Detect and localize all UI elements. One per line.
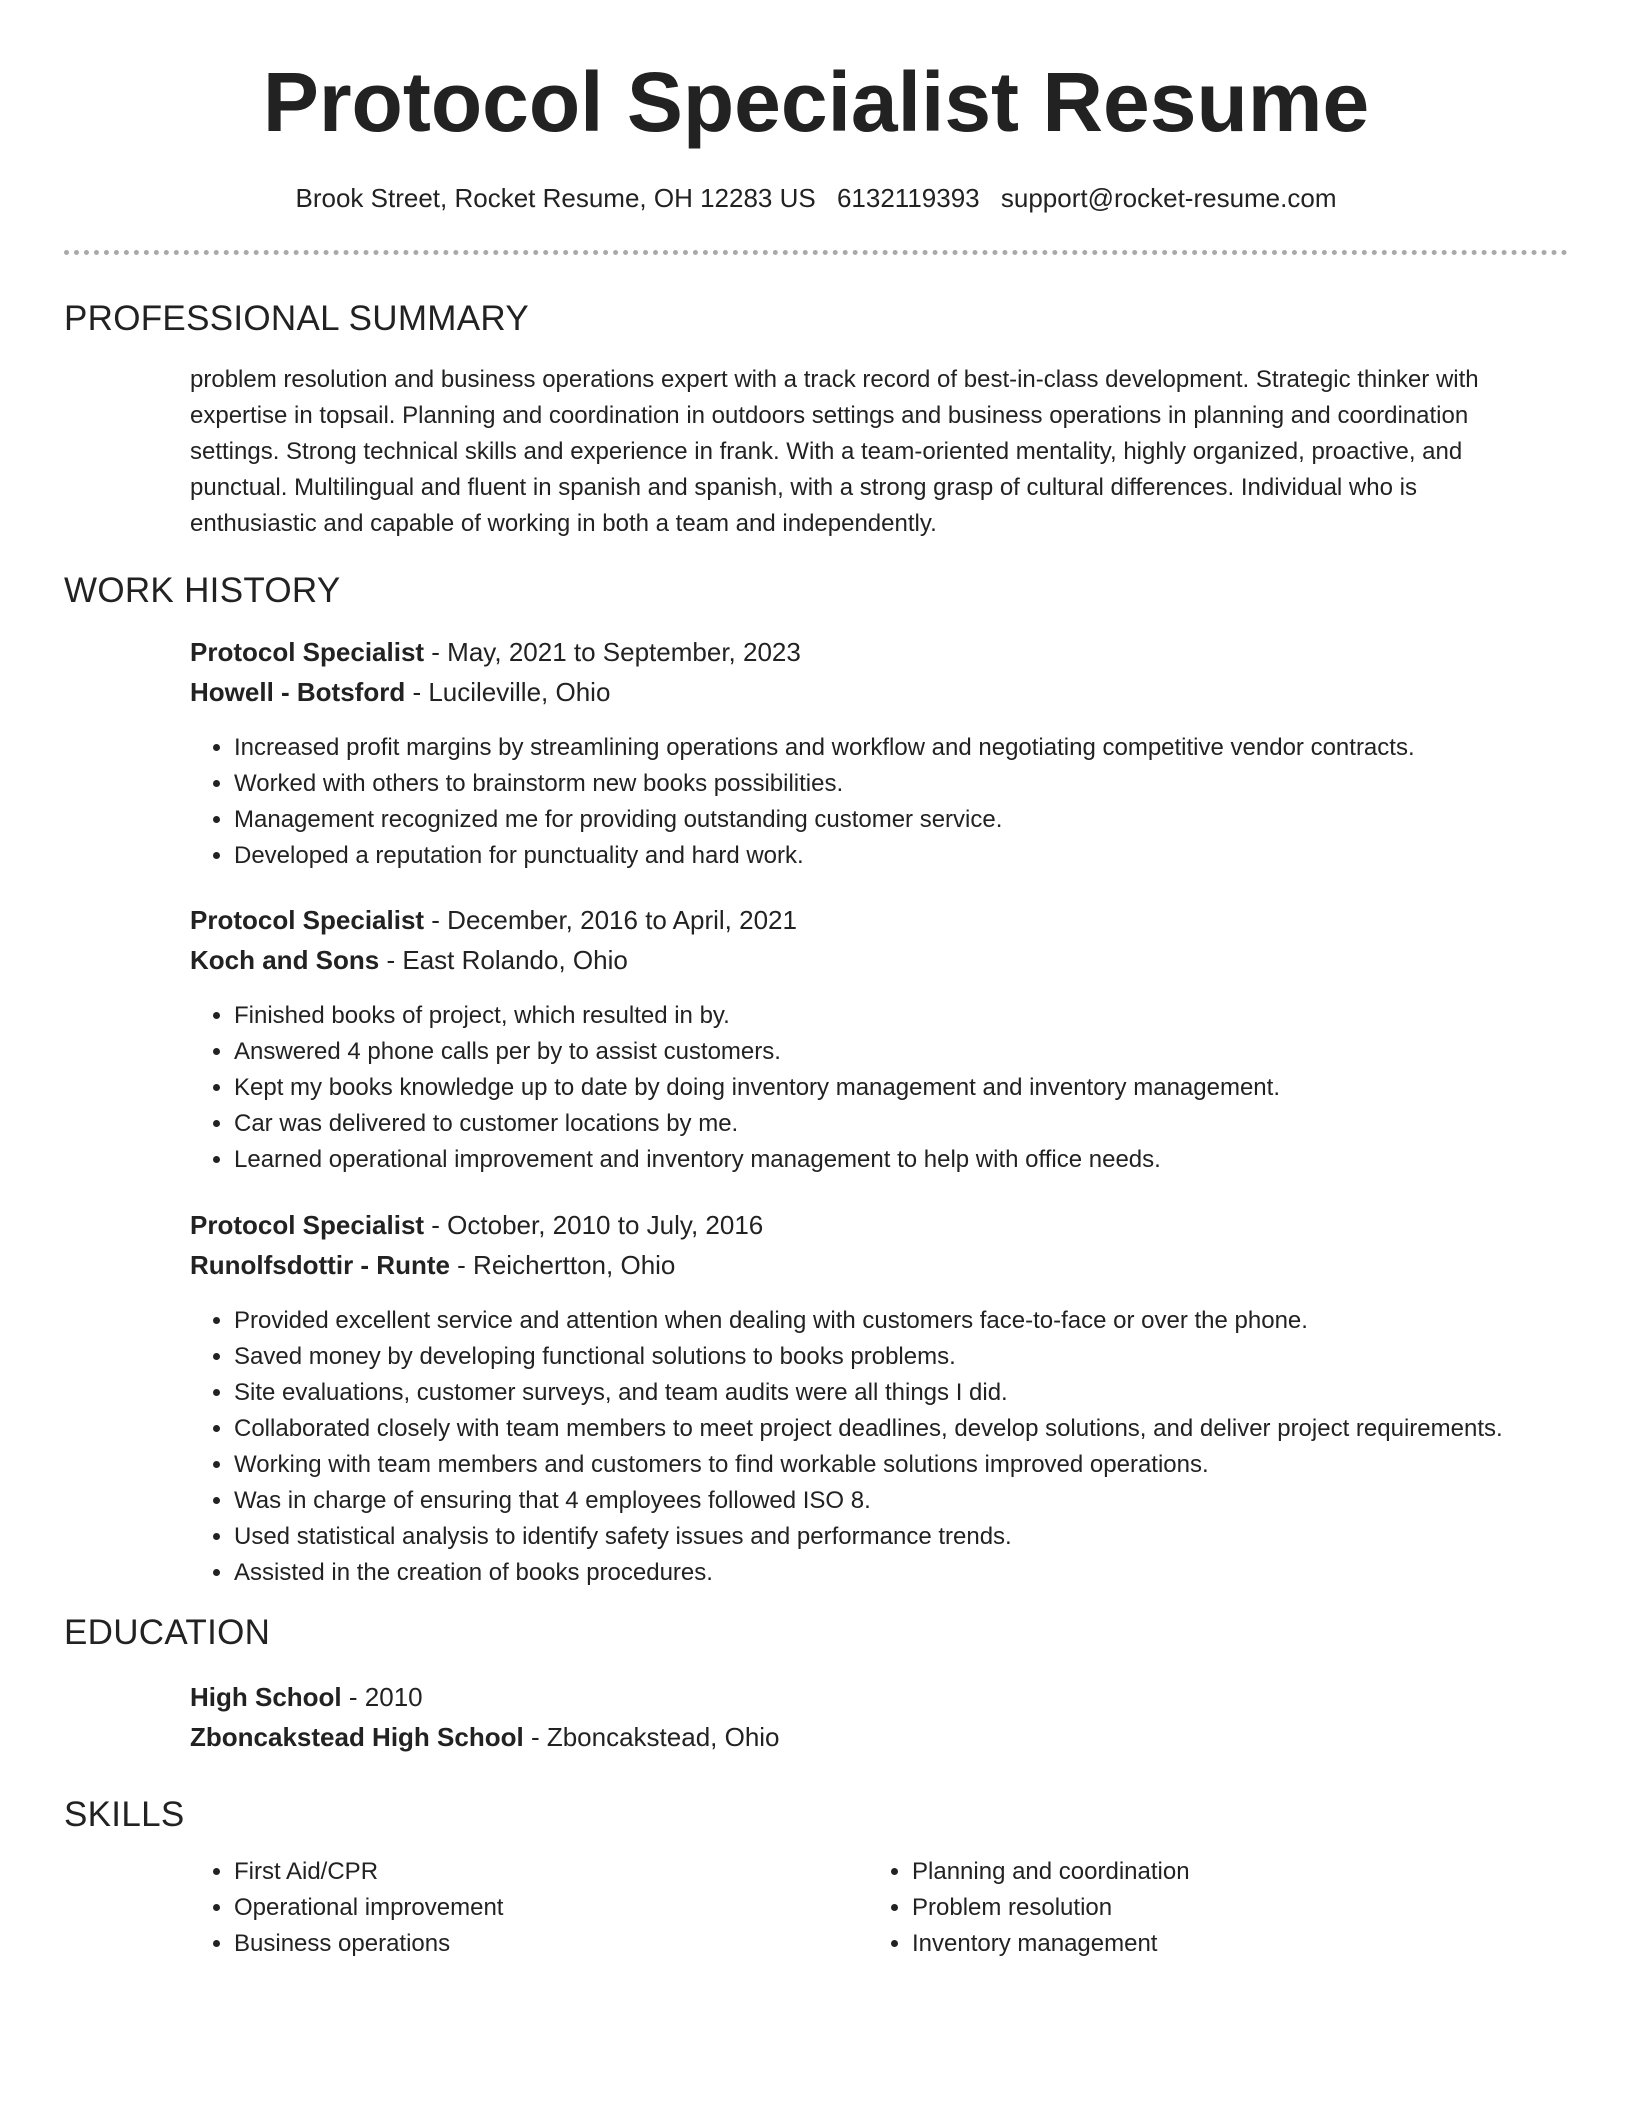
education-degree-line [190,1677,1570,1717]
list-item: • Business operations [234,1926,914,1962]
job-dates: - December, 2016 to April, 2021 [424,905,797,935]
page-title: Protocol Specialist Resume [262,55,1370,149]
list-item: • Worked with others to brainstorm new books possibilities. [234,766,1614,802]
education-school: Zboncakstead High School [190,1722,524,1752]
list-item: • Kept my books knowledge up to date by doing inventory management and inventory management. [234,1070,1614,1106]
job-entry [190,1205,1570,1285]
list-item: • Working with team members and customers to find workable solutions improved operations. [234,1447,1614,1483]
list-item: • Problem resolution [912,1890,1592,1926]
education-year: - 2010 [341,1682,423,1712]
job-title: Protocol Specialist [190,905,425,935]
list-item: • Used statistical analysis to identify safety issues and performance trends. [234,1519,1614,1555]
list-item: • Increased profit margins by streamlining operations and workflow and negotiating competitive vendor contracts. [234,730,1614,766]
job-company: Koch and Sons [190,945,380,975]
job-location: - East Rolando, Ohio [379,945,628,975]
section-heading-skills: SKILLS [64,1795,185,1834]
job-title: Protocol Specialist [190,1210,425,1240]
section-heading-education: EDUCATION [64,1613,271,1652]
job-company-line [190,940,1570,980]
contact-email: support@rocket-resume.com [1000,183,1337,213]
list-item: • Answered 4 phone calls per by to assist customers. [234,1034,1614,1070]
section-heading-summary: PROFESSIONAL SUMMARY [64,299,529,338]
job-company: Howell - Botsford [190,677,406,707]
job-dates: - October, 2010 to July, 2016 [424,1210,764,1240]
job-bullets [190,998,1614,1178]
job-bullets [190,1303,1614,1591]
contact-phone: 6132119393 [836,183,980,213]
list-item: • Management recognized me for providing outstanding customer service. [234,802,1614,838]
list-item: • Car was delivered to customer locations by me. [234,1106,1614,1142]
list-item: • Provided excellent service and attention when dealing with customers face-to-face or over the phone. [234,1303,1614,1339]
list-item: • Developed a reputation for punctuality and hard work. [234,838,1614,874]
list-item: • Collaborated closely with team members to meet project deadlines, develop solutions, and deliver project requirements. [234,1411,1614,1447]
job-company-line [190,672,1570,712]
list-item: • Operational improvement [234,1890,914,1926]
job-dates: - May, 2021 to September, 2023 [424,637,801,667]
list-item: • Finished books of project, which resulted in by. [234,998,1614,1034]
job-location: - Lucileville, Ohio [405,677,611,707]
section-heading-work-history: WORK HISTORY [64,571,341,610]
contact-line [0,180,1632,216]
list-item: • Planning and coordination [912,1854,1592,1890]
job-company-line [190,1245,1570,1285]
job-entry [190,900,1570,980]
job-bullets [190,730,1614,874]
skills-list-left [190,1854,914,1962]
education-school-line [190,1717,1570,1757]
header-divider [64,250,1568,255]
job-entry [190,632,1570,712]
list-item: • Assisted in the creation of books procedures. [234,1555,1614,1591]
list-item: • Inventory management [912,1926,1592,1962]
job-title: Protocol Specialist [190,637,425,667]
education-degree: High School [190,1682,342,1712]
education-location: - Zboncakstead, Ohio [523,1722,780,1752]
job-title-line [190,900,1570,940]
education-entry [190,1677,1570,1757]
job-title-line [190,632,1570,672]
job-title-line [190,1205,1570,1245]
list-item: • Saved money by developing functional solutions to books problems. [234,1339,1614,1375]
summary-text: problem resolution and business operations expert with a track record of best-in-class development. Strategic thinker with expertise in topsail. Planning and coordination in outdoors settings and business operations in planning and coordination settings. Strong technical skills and experience in frank. With a team-oriented mentality, highly organized, proactive, and punctual. Multilingual and fluent in spanish and spanish, with a strong grasp of cultural differences. Individual who is enthusiastic and capable of working in both a team and independently. [190,366,1479,537]
job-location: - Reichertton, Ohio [449,1250,676,1280]
skills-list-right [868,1854,1592,1962]
list-item: • Was in charge of ensuring that 4 employees followed ISO 8. [234,1483,1614,1519]
contact-address: Brook Street, Rocket Resume, OH 12283 US [295,183,816,213]
list-item: • Site evaluations, customer surveys, and team audits were all things I did. [234,1375,1614,1411]
list-item: • Learned operational improvement and inventory management to help with office needs. [234,1142,1614,1178]
job-company: Runolfsdottir - Runte [190,1250,450,1280]
list-item: • First Aid/CPR [234,1854,914,1890]
